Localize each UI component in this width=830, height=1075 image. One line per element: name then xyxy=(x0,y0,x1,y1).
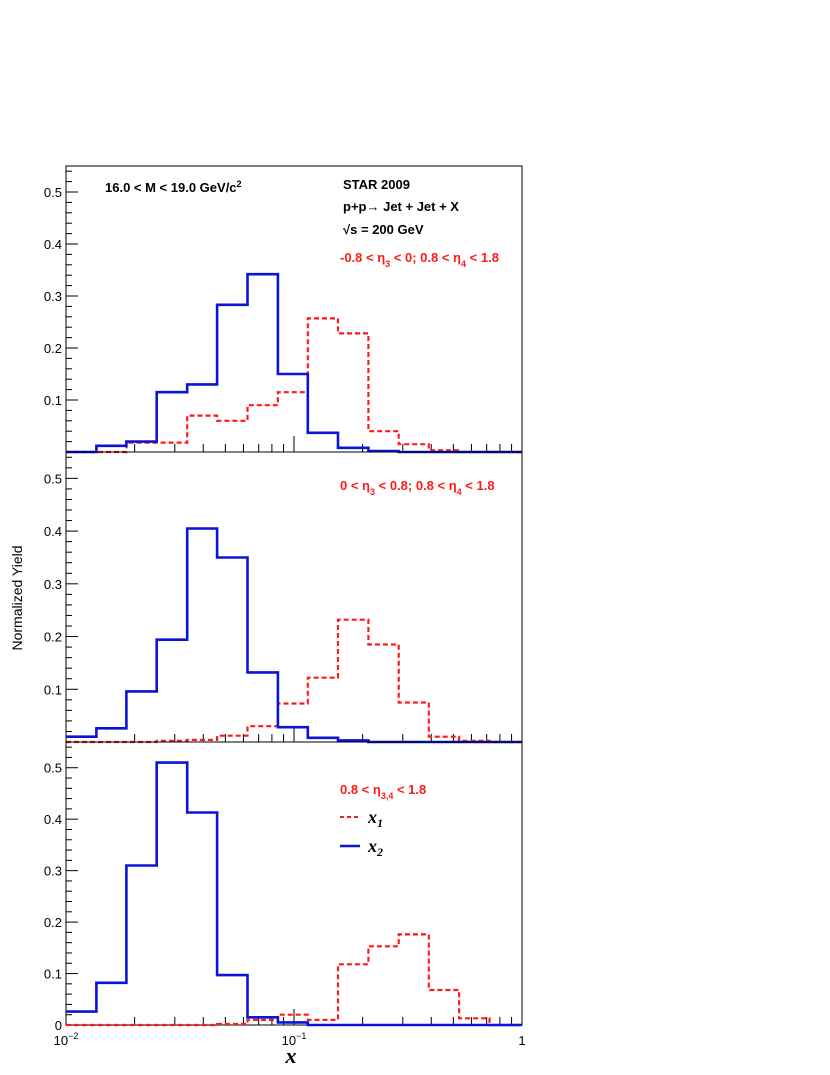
experiment-label: STAR 2009 xyxy=(343,177,410,192)
y-tick-label: 0.2 xyxy=(43,629,62,645)
legend-label-x1: $x_1$ xyxy=(368,807,383,830)
y-tick-label: 0.5 xyxy=(43,185,62,200)
y-tick-label: 0.3 xyxy=(43,289,62,304)
y-axis-title: Normalized Yield xyxy=(9,545,25,651)
x-tick-label-0.01: $10^{-2}$ xyxy=(53,1031,79,1048)
y-tick-label: 0.1 xyxy=(43,393,62,408)
region-label-top: $-0.8 < \eta_3 < 0$; $0.8 < \eta_4 < 1.8$ xyxy=(340,250,499,269)
y-tick-label: 0.2 xyxy=(43,915,62,931)
legend-label-x2: $x_2$ xyxy=(368,836,383,859)
panel-bottom xyxy=(44,742,522,1033)
y-tick-label: 0.4 xyxy=(43,524,62,540)
region-label-middle: $0 < \eta_3 < 0.8$; $0.8 < \eta_4 < 1.8$ xyxy=(340,478,495,497)
x-tick-label-0.1: $10^{-1}$ xyxy=(281,1031,307,1048)
panel-middle xyxy=(44,452,522,742)
process-label: p+p→ Jet + Jet + X xyxy=(343,199,459,214)
y-tick-label: 0.4 xyxy=(43,812,62,828)
y-tick-label: 0.2 xyxy=(43,341,62,356)
plot-frame-bottom xyxy=(66,742,522,1025)
y-tick-label: 0.4 xyxy=(43,237,62,252)
series-x2-bottom xyxy=(66,763,522,1025)
series-x2-middle xyxy=(66,529,522,743)
mass-range-label: 16.0 < M < 19.0 GeV/$c^2$ xyxy=(105,179,242,195)
plot-frame-middle xyxy=(66,452,522,742)
energy-label: √s = 200 GeV xyxy=(343,222,424,237)
y-tick-label: 0.5 xyxy=(43,471,62,487)
series-x1-middle xyxy=(66,620,522,742)
series-x1-top xyxy=(66,318,522,452)
y-tick-label: 0.5 xyxy=(43,760,62,776)
panels-layer xyxy=(44,166,522,1033)
x-tick-label-1: 1 xyxy=(518,1033,526,1048)
legend xyxy=(340,807,383,859)
region-label-bottom: $0.8 < \eta_{3,4} < 1.8$ xyxy=(340,782,427,801)
y-tick-label: 0.3 xyxy=(43,863,62,879)
y-tick-label: 0.1 xyxy=(43,966,62,982)
y-tick-label: 0.1 xyxy=(43,682,62,698)
y-tick-label: 0 xyxy=(54,1018,62,1033)
x-axis-title: x xyxy=(285,1043,297,1068)
series-x2-top xyxy=(66,274,522,452)
y-tick-label: 0.3 xyxy=(43,576,62,592)
